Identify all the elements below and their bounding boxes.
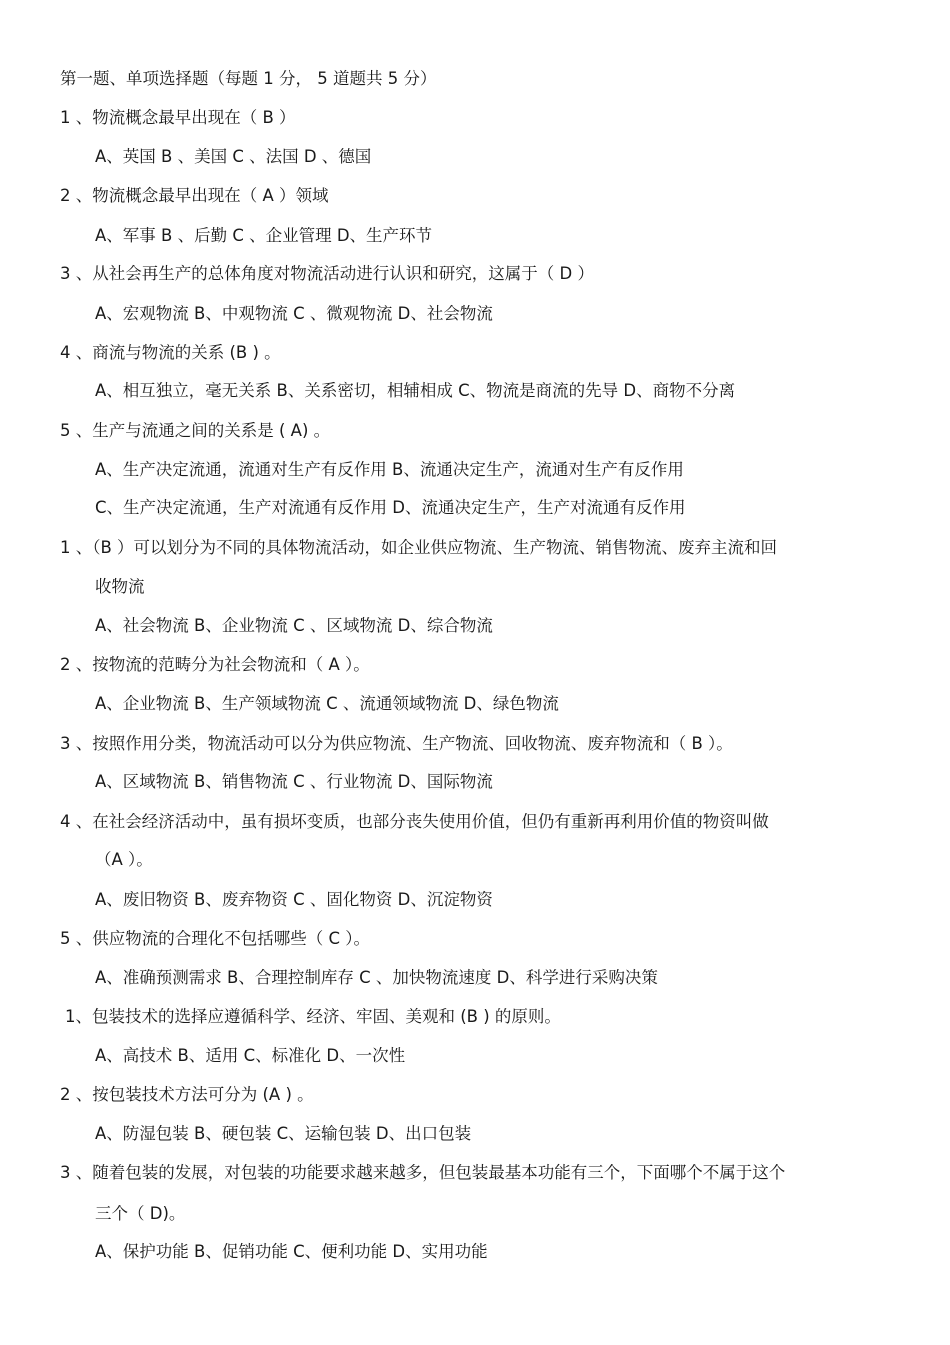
question-4-options: A、相互独立，毫无关系 B、关系密切，相辅相成 C、物流是商流的先导 D、商物不分离 (95, 381, 736, 400)
question-13-text: 3 、随着包装的发展，对包装的功能要求越来越多，但包装最基本功能有三个，下面哪个不属于这个 (60, 1163, 786, 1182)
question-5-text: 5 、生产与流通之间的关系是 ( A) 。 (60, 421, 331, 440)
question-10-text: 5 、供应物流的合理化不包括哪些（ C ）。 (60, 929, 371, 948)
question-9-options: A、废旧物资 B、废弃物资 C 、固化物资 D、沉淀物资 (95, 890, 493, 909)
question-7-text: 2 、按物流的范畴分为社会物流和（ A ）。 (60, 655, 370, 674)
question-8-options: A、区域物流 B、销售物流 C 、行业物流 D、国际物流 (95, 772, 493, 791)
question-1-options: A、英国 B 、美国 C 、法国 D 、德国 (95, 147, 372, 166)
question-8-text: 3 、按照作用分类，物流活动可以分为供应物流、生产物流、回收物流、废弃物流和（ B ）。 (60, 734, 733, 753)
question-12-text: 2 、按包装技术方法可分为 (A ) 。 (60, 1085, 314, 1104)
question-11-options: A、高技术 B、适用 C、标准化 D、一次性 (95, 1046, 406, 1065)
question-6-text: 1 、（B ）可以划分为不同的具体物流活动，如企业供应物流、生产物流、销售物流、废弃主流和回 (60, 538, 778, 557)
section-title: 第一题、单项选择题（每题 1 分， 5 道题共 5 分） (60, 69, 437, 88)
question-9-text: 4 、在社会经济活动中，虽有损坏变质，也部分丧失使用价值，但仍有重新再利用价值的物资叫做 (60, 812, 769, 831)
question-2-text: 2 、物流概念最早出现在（ A ）领域 (60, 186, 329, 205)
question-10-options: A、准确预测需求 B、合理控制库存 C 、加快物流速度 D、科学进行采购决策 (95, 968, 658, 987)
question-2-options: A、军事 B 、后勤 C 、企业管理 D、生产环节 (95, 226, 433, 245)
question-3-text: 3 、从社会再生产的总体角度对物流活动进行认识和研究，这属于（ D ） (60, 264, 594, 283)
question-12-options: A、防湿包装 B、硬包装 C、运输包装 D、出口包装 (95, 1124, 472, 1143)
question-13-options: A、保护功能 B、促销功能 C、便利功能 D、实用功能 (95, 1242, 488, 1261)
question-6-text-cont: 收物流 (95, 577, 145, 596)
question-1-text: 1 、物流概念最早出现在（ B ） (60, 108, 296, 127)
question-5-options-ab: A、生产决定流通，流通对生产有反作用 B、流通决定生产，流通对生产有反作用 (95, 460, 684, 479)
question-11-text: 1、包装技术的选择应遵循科学、经济、牢固、美观和 (B ) 的原则。 (65, 1007, 561, 1026)
question-9-text-cont: （A ）。 (95, 850, 153, 869)
question-4-text: 4 、商流与物流的关系 (B ) 。 (60, 343, 281, 362)
question-3-options: A、宏观物流 B、中观物流 C 、微观物流 D、社会物流 (95, 304, 493, 323)
question-6-options: A、社会物流 B、企业物流 C 、区域物流 D、综合物流 (95, 616, 493, 635)
question-5-options-cd: C、生产决定流通，生产对流通有反作用 D、流通决定生产，生产对流通有反作用 (95, 498, 686, 517)
question-7-options: A、企业物流 B、生产领域物流 C 、流通领域物流 D、绿色物流 (95, 694, 559, 713)
question-13-text-cont: 三个（ D)。 (95, 1204, 186, 1223)
